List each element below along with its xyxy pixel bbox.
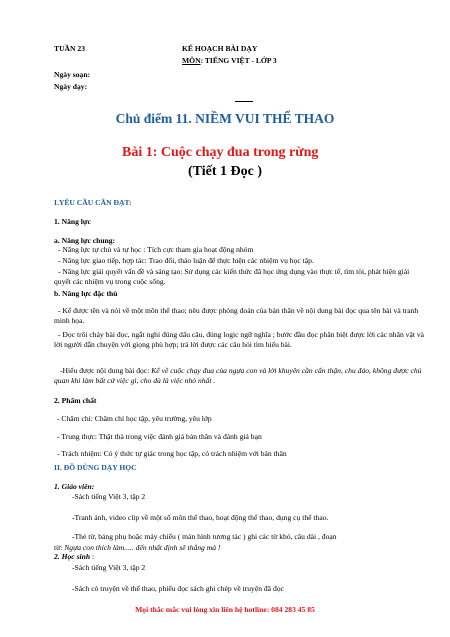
period-title: (Tiết 1 Đọc )	[188, 164, 262, 179]
week-label: TUẦN 23	[54, 44, 86, 53]
quality-item-3: - Trách nhiệm: Có ý thức tự giác trong học tập, có trách nhiệm với bản thân	[57, 449, 287, 458]
student-heading: 2. Học sinh	[54, 552, 91, 561]
subject-prefix: MÔN	[182, 56, 201, 65]
specific-paragraph-2: - Đọc trôi chảy bài đọc, ngắt nghỉ đúng dấu câu, đúng logic ngữ nghĩa ; bước đầu đọc phân biệt được lời các nhân vật và lời người dẫn chuyện với giọng phù hợp; trả lời được các câu hỏi tìm hiểu bài.	[54, 330, 425, 349]
subject-line	[182, 56, 277, 66]
plan-title: KẾ HOẠCH BÀI DẠY	[182, 44, 258, 53]
student-item-2: -Sách có truyện về thể thao, phiếu đọc sách ghi chép về truyện đã đọc	[72, 584, 284, 593]
teacher-item-1: -Sách tiếng Việt 3, tập 2	[72, 492, 146, 501]
divider	[235, 101, 253, 102]
general-item-2: - Năng lực giao tiếp, hợp tác: Trao đổi, thảo luận để thực hiện các nhiệm vụ học tập.	[58, 256, 314, 265]
student-item-1: -Sách tiếng Việt 3, tập 2	[72, 563, 146, 572]
student-heading-line	[54, 552, 94, 562]
general-item-3: - Năng lực giải quyết vấn đề và sáng tạo: Sử dụng các kiến thức đã học ứng dụng vào thực tế, tìm tòi, phát hiện giải quyết các nhiệm vụ trong cuộc sống.	[54, 267, 410, 286]
quality-heading: 2. Phẩm chất	[54, 396, 97, 405]
subject-rest: : TIẾNG VIỆT - LỚP 3	[200, 56, 277, 65]
specific-paragraph-1: - Kể được tên và nói về một môn thể thao; nêu được phỏng đoán của bản thân về nội dung bài đọc qua tên bài và tranh minh họa.	[54, 306, 419, 325]
date-taught: Ngày dạy:	[54, 82, 88, 91]
lesson-title: Bài 1: Cuộc chạy đua trong rừng	[122, 145, 319, 160]
quality-item-2: - Trung thực: Thật thà trong việc đánh giá bản thân và đánh giá bạn	[57, 432, 262, 441]
specific-paragraph-3	[54, 366, 424, 386]
teacher-heading: 1. Giáo viên:	[54, 482, 95, 491]
teacher-item-2: -Tranh ảnh, video clip về một số môn thể thao, hoạt động thể thao, dụng cụ thể thao.	[72, 513, 329, 522]
teacher-line-example: Ngựa con thích làm..... đến nhất định sẽ thắng mà !	[64, 543, 221, 552]
quality-item-1: - Chăm chỉ: Chăm chỉ học tập, yêu trường, yêu lớp	[57, 414, 212, 423]
competence-heading: 1. Năng lực	[54, 217, 91, 226]
section2-heading: II. ĐỒ DÙNG DẠY HỌC	[54, 463, 137, 472]
footer-hotline: Mọi thắc mắc vui lòng xin liên hệ hotline: 084 283 45 85	[135, 605, 315, 614]
topic-title: Chủ điểm 11. NIỀM VUI THỂ THAO	[115, 111, 335, 126]
content-lead: -Hiểu được nội dung bài đọc:	[60, 366, 152, 375]
teacher-line-lead: từ:	[54, 543, 65, 552]
general-heading: a. Năng lực chung:	[54, 236, 116, 245]
specific-heading: b. Năng lực đặc thù	[54, 289, 118, 298]
section1-heading: I.YÊU CẦU CẦN ĐẠT:	[54, 198, 132, 207]
teacher-item-3: -Thẻ từ, bảng phụ hoặc máy chiếu ( màn hình tương tác ) ghi các từ khó, câu dài , đoạn	[72, 532, 337, 541]
content-summary: Kể về cuộc chạy đua của ngựa con và lời khuyên cần cẩn thận, chu đáo, không được chủ quan khi làm bất cứ việc gì, cho dù là việc nhỏ nhất .	[54, 366, 422, 385]
date-prepared: Ngày soạn:	[54, 70, 91, 79]
general-item-1: - Năng lực tự chủ và tự học : Tích cực tham gia hoạt động nhóm	[58, 245, 254, 254]
student-heading-colon: :	[90, 552, 95, 561]
